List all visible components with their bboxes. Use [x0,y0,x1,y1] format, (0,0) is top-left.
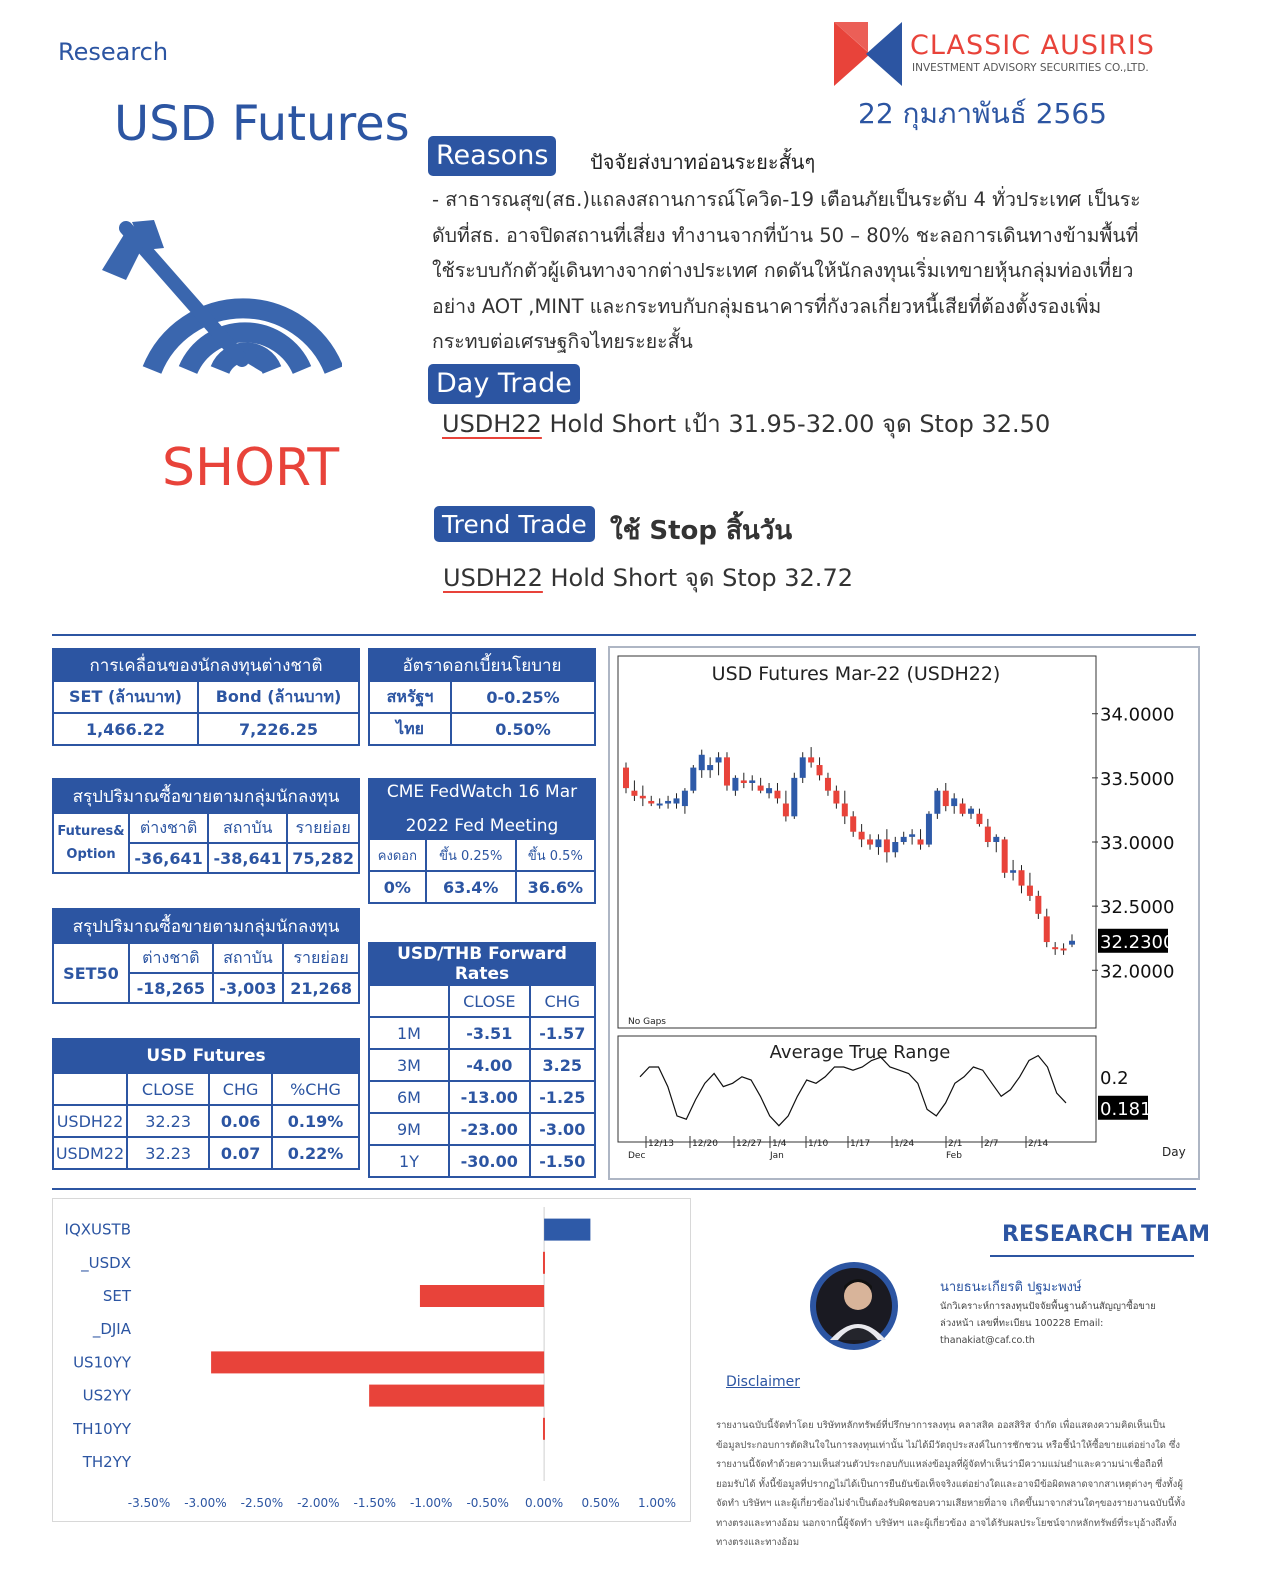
foreign-flow-title: การเคลื่อนของนักลงทุนต่างชาติ [53,649,359,681]
value-cell: -3,003 [213,973,283,1003]
research-team-underline [990,1255,1194,1257]
header-cell: สถาบัน [208,813,287,843]
futures-flow-title: สรุปปริมาณซื้อขายตามกลุ่มนักลงทุน [53,779,359,813]
candle-body [918,839,924,844]
x-tick-label: 1/10 [808,1139,829,1149]
trend-trade-text: Hold Short จุด Stop 32.72 [542,564,853,592]
value-cell: -23.00 [449,1113,530,1145]
x-month-label: Dec [628,1151,646,1161]
header-cell: รายย่อย [283,943,359,973]
symbol-cell: USDH22 [53,1105,127,1137]
analyst-email: thanakiat@caf.co.th [940,1335,1035,1346]
value-cell: 75,282 [287,843,359,873]
price-chart [610,648,1198,1178]
country-cell: ไทย [369,713,451,745]
category-label: _DJIA [92,1320,131,1339]
tenor-cell: 9M [369,1113,449,1145]
x-tick-label: 0.50% [581,1496,620,1510]
atr-tick-label: 0.2 [1100,1067,1129,1089]
value-cell: 0% [369,871,426,903]
policy-rate-title: อัตราดอกเบี้ยนโยบาย [369,649,595,681]
candle-body [960,804,966,814]
x-tick-label: -0.50% [466,1496,509,1510]
x-tick-label: -3.50% [127,1496,171,1510]
price-tick-label: 33.5000 [1100,768,1175,790]
analyst-detail-line: นักวิเคราะห์การลงทุนปัจจัยพื้นฐานด้านสัญญาซื้อขาย [940,1301,1156,1312]
header-cell: CLOSE [127,1073,209,1105]
candle-body [648,801,654,804]
candle-body [1069,941,1075,945]
x-tick-label: 2/1 [948,1139,963,1149]
candle-body [1027,886,1033,896]
candle-body [976,814,982,824]
day-trade-text: Hold Short เป้า 31.95-32.00 จุด Stop 32.50 [541,410,1051,438]
candle-body [631,791,637,796]
header-cell: ขึ้น 0.5% [516,839,595,871]
candle-body [766,788,772,793]
price-tick-label: 32.0000 [1100,961,1175,983]
candle-body [749,780,755,783]
category-label: US2YY [82,1386,131,1405]
x-tick-label: -1.50% [353,1496,397,1510]
set50-flow-table [52,908,360,1004]
candle-body [741,780,747,783]
price-tick-label: 33.0000 [1100,833,1175,854]
value-cell: -1.25 [530,1081,595,1113]
candle-body [673,798,679,803]
bar [211,1351,544,1373]
value-cell: -3.51 [449,1017,530,1049]
blank-cell [369,985,449,1017]
category-label: US10YY [73,1353,131,1372]
category-label: _USDX [81,1253,131,1272]
header-cell: SET (ล้านบาท) [53,681,198,713]
atr-title: Average True Range [769,1042,951,1063]
candle-body [1061,948,1067,950]
x-month-label: Feb [946,1151,962,1161]
day-trade-symbol: USDH22 [442,410,542,438]
candle-body [791,778,797,816]
header-cell: คงดอก [369,839,426,871]
candle-body [892,842,898,852]
candle-body [657,804,663,806]
header-cell: ต่างชาติ [129,943,213,973]
category-label: IQXUSTB [64,1220,131,1239]
reasons-body: - สาธารณสุข(สธ.)แถลงสถานการณ์โควิด-19 เตือนภัยเป็นระดับ 4 ทั่วประเทศ เป็นระดับที่สธ. อาจปิดสถานที่เสี่ยง ทำงานจากที่บ้าน 50 – 80% ชะลอการเดินทางข้ามพื้นที่ ใช้ระบบกักตัวผู้เดินทางจากต่างประเทศ กดดันให้นักลงทุนเริ่มเทขายหุ้นกลุ่มท่องเที่ยวอย่าง AOT ,MINT และกระทบกับกลุ่มธนาคารที่กังวลเกี่ยวหนี้เสียที่ต้องตั้งรองเพิ่ม กระทบต่อเศรษฐกิจไทยระยะสั้น [432,188,1141,353]
x-tick-label: 12/13 [648,1139,674,1149]
divider-top [52,634,1196,636]
disclaimer-title: Disclaimer [726,1374,801,1390]
value-cell: 0.06 [209,1105,272,1137]
value-cell: -3.00 [530,1113,595,1145]
forward-rates-table [368,942,596,1178]
candle-body [665,801,671,804]
symbol-cell: USDM22 [53,1137,127,1169]
header-cell: CLOSE [449,985,530,1017]
candle-body [732,778,738,791]
x-tick-label: 1/4 [772,1139,787,1149]
candle-body [850,816,856,831]
analyst-details [940,1298,1190,1349]
candle-body [682,791,688,806]
candle-body [1052,947,1058,949]
value-cell: -38,641 [208,843,287,873]
bar [420,1285,544,1307]
day-trade-badge: Day Trade [428,364,580,404]
candle-body [724,757,730,785]
candle-body [1019,870,1025,885]
table-row [53,1105,359,1137]
price-tick-label: 34.0000 [1100,704,1175,726]
candle-body [1044,916,1050,942]
market-change-chart-panel [52,1198,691,1522]
signal-label: SHORT [162,438,340,498]
table-row [53,1137,359,1169]
category-label: TH2YY [82,1453,131,1471]
blank-cell [53,1073,127,1105]
section-label: Research [58,38,169,66]
candle-body [1002,839,1008,872]
bar [544,1219,590,1241]
table-row [369,1113,595,1145]
candle-body [640,796,646,799]
reasons-badge: Reasons [428,136,556,176]
candle-body [774,791,780,799]
table-row [369,1081,595,1113]
x-tick-label: 1/24 [894,1139,915,1149]
candle-body [985,827,991,842]
value-cell: -1.57 [530,1017,595,1049]
bar [543,1252,545,1274]
foreign-flow-table [52,648,360,746]
value-cell: 0.19% [272,1105,359,1137]
bar [369,1385,544,1407]
tenor-cell: 3M [369,1049,449,1081]
value-cell: 7,226.25 [198,713,359,745]
reasons-heading: ปัจจัยส่งบาทอ่อนระยะสั้นๆ [590,150,816,174]
trend-trade-badge: Trend Trade [434,506,595,542]
futures-flow-table [52,778,360,874]
x-tick-label: -1.00% [409,1496,453,1510]
candle-body [1010,870,1016,873]
x-tick-label: -3.00% [184,1496,227,1510]
candle-body [1035,896,1041,914]
x-tick-label: -2.00% [297,1496,340,1510]
header-cell: %CHG [272,1073,359,1105]
header-cell: สถาบัน [213,943,283,973]
value-cell: 0.07 [209,1137,272,1169]
fedwatch-title [369,779,595,839]
candle-body [690,768,696,791]
row-label-line: Futures& [57,824,125,839]
header-cell: CHG [209,1073,272,1105]
candle-body [833,791,839,804]
atr-last-label: 0.181 [1100,1098,1152,1120]
fedwatch-table [368,778,596,904]
x-tick-label: 2/14 [1028,1139,1049,1149]
candle-body [926,814,932,845]
last-price-label: 32.2300 [1100,931,1175,953]
candle-body [800,757,806,778]
row-label-cell [53,813,129,873]
value-cell: -36,641 [129,843,208,873]
x-tick-label: 12/27 [736,1139,762,1149]
header-cell: CHG [530,985,595,1017]
x-tick-label: 0.00% [525,1496,564,1510]
candle-body [859,832,865,840]
value-cell: 0.22% [272,1137,359,1169]
tenor-cell: 6M [369,1081,449,1113]
price-chart-title: USD Futures Mar-22 (USDH22) [711,663,1001,685]
value-cell: 32.23 [127,1137,209,1169]
candle-body [884,839,890,852]
company-logo-icon [834,22,902,86]
x-month-label: Jan [770,1151,784,1161]
candle-body [951,798,957,806]
candle-body [716,757,722,762]
company-subtitle: INVESTMENT ADVISORY SECURITIES CO.,LTD. [912,62,1149,74]
candle-body [934,791,940,814]
row-label-line: Option [66,847,116,862]
fedwatch-title-line: CME FedWatch 16 Mar [386,782,578,802]
disclaimer-text: รายงานฉบับนี้จัดทำโดย บริษัทหลักทรัพย์ที่ปรึกษาการลงทุน คลาสสิค ออสสิริส จำกัด เพื่อแสดงความคิดเห็นเป็นข้อมูลประกอบการตัดสินใจในการลงทุนเท่านั้น ไม่ได้มีวัตถุประสงค์ในการชักชวน หรือชี้นำให้ซื้อขายแต่อย่างใด ซึ่งรายงานนี้จัดทำด้วยความเห็นส่วนตัวประกอบกับแหล่งข้อมูลที่ผู้จัดทำเห็นว่ามีความแม่นยำและความน่าเชื่อถือที่ยอมรับได้ ทั้งนี้ข้อมูลที่ปรากฏไม่ได้เป็นการยืนยันข้อเท็จจริงแต่อย่างใดและอาจมีข้อผิดพลาดจากสาเหตุต่างๆ ซึ่งทั้งผู้จัดทำ บริษัทฯ และผู้เกี่ยวข้องไม่จำเป็นต้องรับผิดชอบความเสียหายที่อาจ เกิดขึ้นมาจากส่วนใดๆของรายงานฉบับนี้ทั้งทางตรงและทางอ้อม นอกจากนี้ผู้จัดทำ บริษัทฯ และผู้เกี่ยวข้อง อาจได้รับผลประโยชน์จากหลักทรัพย์ที่ระบุอ้างถึงทั้งทางตรงและทางอ้อม [716,1420,1186,1548]
category-label: SET [102,1287,131,1305]
candle-body [707,765,713,770]
x-tick-label: 12/20 [692,1139,718,1149]
value-cell: -1.50 [530,1145,595,1177]
trend-trade-line [443,558,853,597]
candle-body [842,804,848,817]
research-team-title: RESEARCH TEAM [1002,1222,1210,1247]
report-date: 22 กุมภาพันธ์ 2565 [858,97,1107,130]
analyst-detail-line: ล่วงหน้า เลขที่ทะเบียน 100228 Email: [940,1318,1104,1329]
candle-body [867,839,873,844]
fedwatch-title-line: 2022 Fed Meeting [405,816,559,836]
candle-body [901,837,907,842]
tenor-cell: 1M [369,1017,449,1049]
rate-cell: 0-0.25% [451,681,595,713]
price-tick-label: 32.5000 [1100,897,1175,919]
value-cell: -13.00 [449,1081,530,1113]
trend-trade-symbol: USDH22 [443,564,543,592]
tenor-cell: 1Y [369,1145,449,1177]
value-cell: 21,268 [283,973,359,1003]
value-cell: 63.4% [426,871,516,903]
table-row [369,1049,595,1081]
candle-body [875,839,881,847]
value-cell: -18,265 [129,973,213,1003]
analyst-avatar [808,1260,900,1352]
no-gaps-label: No Gaps [628,1017,666,1027]
header-cell: ต่างชาติ [129,813,208,843]
x-unit-label: Day [1162,1145,1186,1159]
table-row [369,1017,595,1049]
page-title: USD Futures [114,96,410,152]
header-cell: ขึ้น 0.25% [426,839,516,871]
country-cell: สหรัฐฯ [369,681,451,713]
x-tick-label: -2.50% [240,1496,284,1510]
candle-body [825,778,831,791]
category-label: TH10YY [73,1419,131,1438]
table-row [369,1145,595,1177]
value-cell: -30.00 [449,1145,530,1177]
day-trade-line [442,404,1050,443]
company-name: CLASSIC AUSIRIS [910,30,1155,61]
header-cell: Bond (ล้านบาท) [198,681,359,713]
bar [543,1418,545,1440]
rate-cell: 0.50% [451,713,595,745]
trend-trade-suffix: ใช้ Stop สิ้นวัน [610,516,793,546]
row-label-cell: SET50 [53,943,129,1003]
usd-futures-table [52,1038,360,1170]
analyst-name: นายธนะเกียรติ ปฐมะพงษ์ [940,1280,1082,1295]
price-chart-panel [608,646,1200,1180]
divider-bottom [52,1188,1196,1190]
x-tick-label: 1/17 [850,1139,871,1149]
value-cell: 1,466.22 [53,713,198,745]
value-cell: 36.6% [516,871,595,903]
candle-body [968,809,974,814]
value-cell: 32.23 [127,1105,209,1137]
candle-body [993,837,999,842]
price-plot-frame [618,656,1096,1028]
value-cell: -4.00 [449,1049,530,1081]
header-cell: รายย่อย [287,813,359,843]
candle-body [758,786,764,791]
candle-body [943,791,949,806]
target-arrow-icon [92,220,342,380]
forward-rates-title: USD/THB Forward Rates [369,943,595,985]
value-cell: 3.25 [530,1049,595,1081]
candle-body [817,765,823,775]
set50-flow-title: สรุปปริมาณซื้อขายตามกลุ่มนักลงทุน [53,909,359,943]
candle-body [699,755,705,770]
policy-rate-table [368,648,596,746]
candle-body [909,834,915,837]
candle-body [623,768,629,789]
x-tick-label: 1.00% [637,1496,677,1510]
candle-body [808,757,814,762]
usd-futures-title: USD Futures [53,1039,359,1073]
market-change-chart [53,1199,690,1521]
candle-body [783,804,789,817]
x-tick-label: 2/7 [984,1139,999,1149]
